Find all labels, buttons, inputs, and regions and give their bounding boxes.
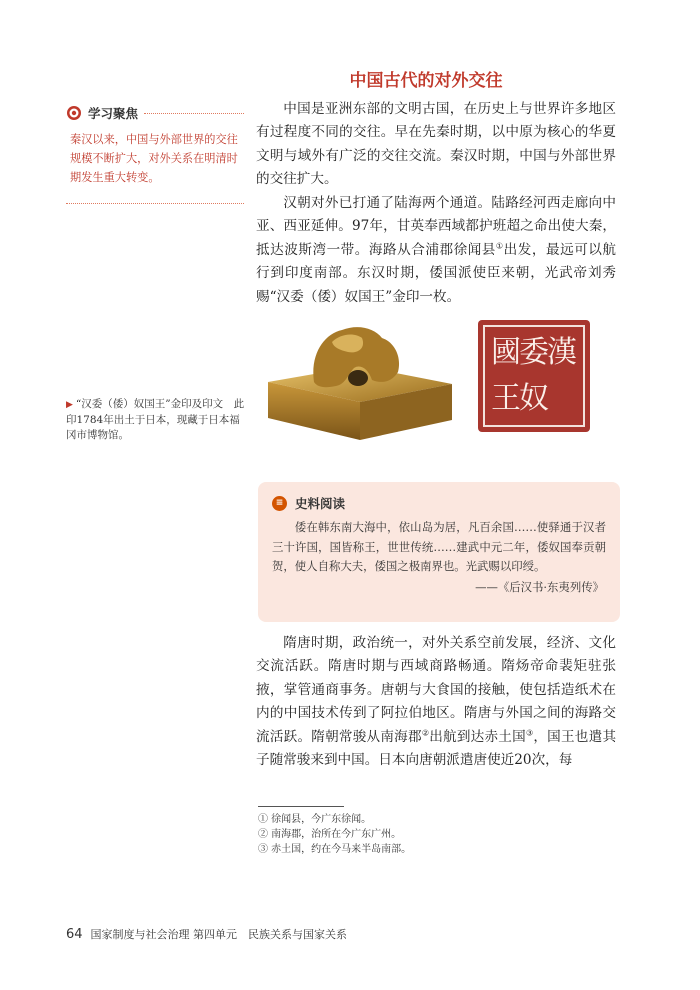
text-run: 汉朝对外已打通了陆海两个通道。陆路经河西走廊向中亚、西亚延伸。97年，甘英奉西域都护班超之命出使大秦，抵达波斯湾一带。海路从合浦郡徐闻县 bbox=[256, 195, 616, 258]
seal-imprint-graphic bbox=[476, 318, 592, 434]
page-footer bbox=[66, 926, 347, 942]
footnote-marker: ① bbox=[495, 241, 504, 251]
reading-source: ——《后汉书·东夷列传》 bbox=[475, 579, 604, 594]
book-icon: ≡ bbox=[272, 496, 287, 511]
text-run: 出航到达赤土国 bbox=[429, 728, 526, 745]
footnote-marker: ② bbox=[421, 728, 430, 738]
paragraph-text bbox=[256, 192, 616, 309]
page-number: 64 bbox=[66, 927, 83, 942]
body-paragraph-2 bbox=[256, 192, 616, 309]
body-paragraph-1 bbox=[256, 98, 616, 192]
text-run: 隋唐时期，政治统一，对外关系空前发展，经济、文化交流活跃。隋唐时期与西域商路畅通。隋炀帝命裴矩驻张掖，掌管通商事务。唐朝与大食国的接触，使包括造纸术在内的中国技术传到了阿拉伯地区。隋唐与外国之间的海路交流活跃。隋朝常骏从南海郡 bbox=[256, 635, 616, 745]
triangle-marker-icon: ▶ bbox=[66, 400, 73, 410]
paragraph-text: 中国是亚洲东部的文明古国，在历史上与世界许多地区有过程度不同的交往。早在先秦时期，以中原为核心的华夏文明与域外有广泛的交往交流。秦汉时期，中国与外部世界的交往扩大。 bbox=[256, 101, 616, 188]
learning-focus-heading: 学习聚焦 bbox=[88, 106, 139, 121]
footnote-rule bbox=[258, 806, 344, 807]
seal-char: 奴 bbox=[519, 381, 549, 416]
seal-imprint bbox=[476, 318, 592, 434]
seal-char: 漢 bbox=[547, 335, 577, 370]
paragraph-text bbox=[256, 632, 616, 772]
learning-focus-heading-row bbox=[66, 104, 244, 122]
text-run: 出发，最远可以航行到印度南部。东汉时期，倭国派使臣来朝，光武帝刘秀赐“汉委（倭）奴国王”金印一枚。 bbox=[256, 241, 617, 305]
seal-char: 委 bbox=[519, 335, 549, 370]
footnote: ① 徐闻县，今广东徐闻。 bbox=[258, 814, 372, 825]
divider bbox=[66, 203, 244, 204]
image-caption bbox=[66, 397, 246, 443]
historical-reading-box bbox=[258, 482, 620, 622]
learning-focus-text: 秦汉以来，中国与外部世界的交往规模不断扩大，对外关系在明清时期发生重大转变。 bbox=[70, 133, 238, 184]
body-paragraph-3 bbox=[256, 632, 616, 772]
learning-focus-box bbox=[66, 104, 244, 187]
seal-char: 王 bbox=[491, 381, 521, 416]
footnotes bbox=[258, 812, 411, 857]
section-title: 中国古代的对外交往 bbox=[349, 71, 503, 91]
gold-seal-photo bbox=[262, 308, 458, 448]
divider bbox=[144, 113, 244, 114]
reading-heading: 史料阅读 bbox=[295, 496, 346, 511]
text-run: ，国王也遣其子随常骏来到中国。日本向唐朝派遣唐使近20次，每 bbox=[256, 728, 617, 769]
reading-heading-row bbox=[272, 494, 606, 512]
footnote: ② 南海郡，治所在今广东广州。 bbox=[258, 829, 402, 840]
target-icon bbox=[66, 105, 82, 121]
seal-char: 國 bbox=[491, 335, 521, 370]
footnote-marker: ③ bbox=[525, 728, 534, 738]
footnote: ③ 赤土国，约在今马来半岛南部。 bbox=[258, 844, 412, 855]
caption-text: “汉委（倭）奴国王”金印及印文 此印1784年出土于日本，现藏于日本福冈市博物馆。 bbox=[66, 398, 245, 441]
reading-text: 倭在韩东南大海中，依山岛为居，凡百余国……使驿通于汉者三十许国，国皆称王，世世传统……建武中元二年，倭奴国奉贡朝贺，使人自称大夫，倭国之极南界也。光武赐以印绶。 bbox=[272, 520, 606, 573]
footer-text: 国家制度与社会治理 第四单元 民族关系与国家关系 bbox=[90, 928, 348, 941]
